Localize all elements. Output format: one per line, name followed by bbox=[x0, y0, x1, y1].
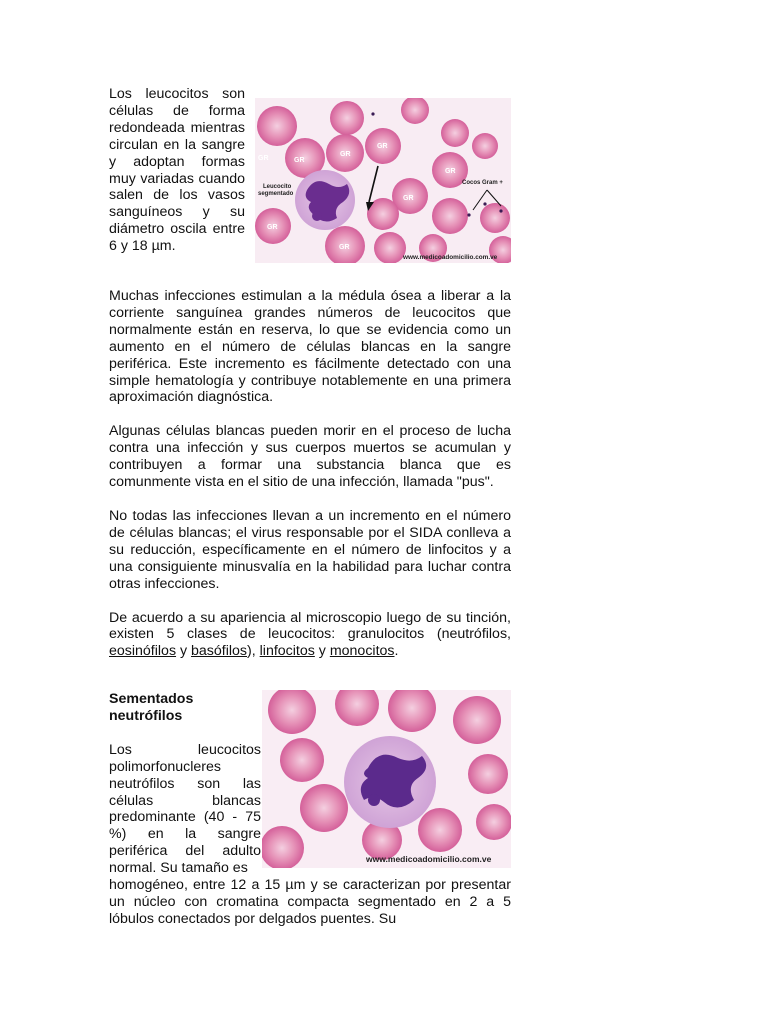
section-continuation bbox=[109, 877, 511, 928]
section-narrow-text: Los leucocitos polimorfonucleres neutrófilos son las células blancas predominante (40 - 75 %) en la sangre periférica del adulto normal. Su tamaño es bbox=[109, 741, 261, 877]
gr-label: GR bbox=[403, 195, 414, 202]
gr-label: GR bbox=[258, 155, 269, 162]
leukocyte-smear-figure bbox=[255, 98, 511, 263]
leukocyte-classes-paragraph: De acuerdo a su apariencia al microscopio luego de su tinción, existen 5 clases de leucocitos: granulocitos (neutrófilos, eosinófilos y basófilos), linfocitos y monocitos. bbox=[109, 609, 511, 660]
leukocyte-label: Leucocito bbox=[263, 184, 292, 190]
neutrophil-cell bbox=[344, 736, 436, 828]
monocitos-link[interactable]: monocitos bbox=[329, 643, 395, 660]
neutrophil-figure bbox=[262, 690, 511, 868]
gr-label: GR bbox=[339, 244, 350, 251]
neutrophil-image bbox=[262, 690, 511, 868]
figure-watermark: www.medicoadomicilio.com.ve bbox=[403, 254, 498, 261]
neutrophil-section bbox=[109, 691, 261, 877]
cocci-label: Cocos Gram + bbox=[462, 180, 503, 186]
leukocyte-smear-image bbox=[255, 98, 511, 263]
gr-label: GR bbox=[377, 143, 388, 150]
body-paragraphs bbox=[109, 288, 511, 660]
intro-block bbox=[109, 86, 245, 255]
linfocitos-link[interactable]: linfocitos bbox=[259, 643, 315, 660]
section-heading: Sementados neutrófilos bbox=[109, 691, 194, 724]
paragraph: No todas las infecciones llevan a un incremento en el número de células blancas; el virus responsable por el SIDA conlleva a su reducción, específicamente en el número de linfocitos y a una consiguiente minusvalía en la habilidad para luchar contra otras infecciones. bbox=[109, 507, 511, 592]
eosinofilos-link[interactable]: eosinófilos bbox=[109, 643, 177, 660]
figure-watermark: www.medicoadomicilio.com.ve bbox=[366, 854, 492, 864]
paragraph: Algunas células blancas pueden morir en el proceso de lucha contra una infección y sus cuerpos muertos se acumulan y contribuyen a formar una substancia blanca que es comunmente vista en el sitio de una infección, llamada "pus". bbox=[109, 423, 511, 491]
gr-label: GR bbox=[294, 157, 305, 164]
leukocyte-label: segmentado bbox=[258, 191, 294, 197]
section-wide-text: homogéneo, entre 12 a 15 µm y se caracterizan por presentar un núcleo con cromatina compacta segmentado en 2 a 5 lóbulos conectados por delgados puentes. Su bbox=[109, 877, 511, 927]
segmented-leukocyte bbox=[295, 170, 355, 230]
intro-paragraph: Los leucocitos son células de forma redondeada mientras circulan en la sangre y adoptan formas muy variadas cuando salen de los vasos sanguíneos y su diámetro oscila entre 6 y 18 µm. bbox=[109, 86, 245, 255]
gr-label: GR bbox=[445, 168, 456, 175]
basofilos-link[interactable]: basófilos bbox=[191, 643, 248, 660]
gr-label: GR bbox=[340, 151, 351, 158]
paragraph: Muchas infecciones estimulan a la médula ósea a liberar a la corriente sanguínea grandes números de leucocitos que normalmente están en reserva, lo que se evidencia como un aumento en el número de células blancas en la sangre periférica. Este incremento es fácilmente detectado con una simple hematología y contribuye notablemente en una primera aproximación diagnóstica. bbox=[109, 288, 511, 406]
gr-label: GR bbox=[267, 224, 278, 231]
